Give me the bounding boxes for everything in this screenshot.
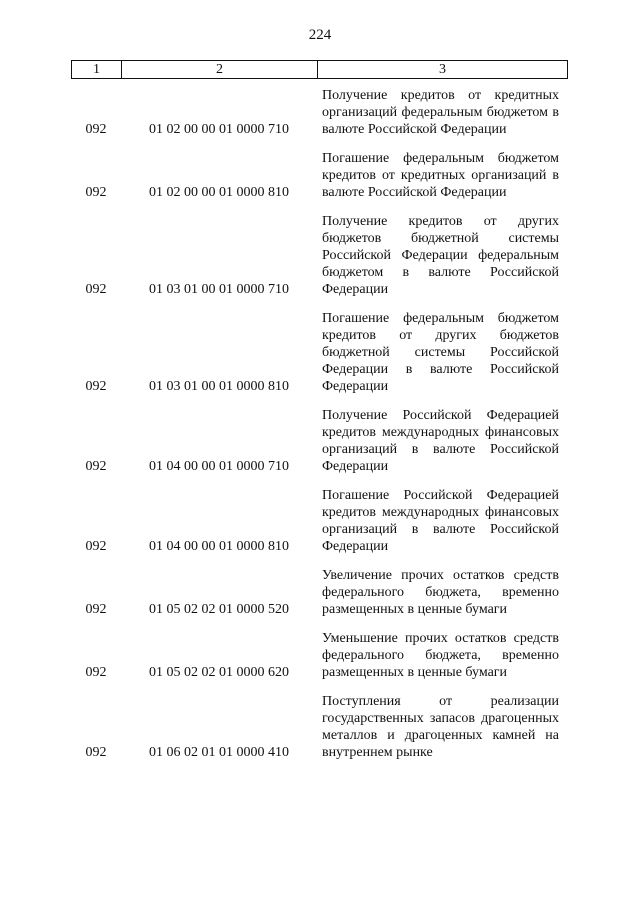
table-row [71, 213, 568, 298]
budget-code: 01 05 02 02 01 0000 620 [149, 665, 289, 680]
budget-code: 01 06 02 01 01 0000 410 [149, 745, 289, 760]
description: Погашение Российской Федерацией кредитов международных финансовых организаций в валюте Российской Федерации [322, 488, 559, 554]
admin-code: 092 [85, 122, 107, 137]
table-body [71, 87, 568, 773]
header-col-3: 3 [439, 62, 446, 77]
table-row [71, 150, 568, 201]
table-header [71, 60, 568, 79]
admin-code: 092 [85, 282, 107, 297]
table-row [71, 693, 568, 761]
admin-code: 092 [85, 602, 107, 617]
budget-code: 01 04 00 00 01 0000 710 [149, 459, 289, 474]
admin-code: 092 [85, 185, 107, 200]
admin-code: 092 [85, 745, 107, 760]
description: Поступления от реализации государственных запасов драгоценных металлов и драгоценных камней на внутреннем рынке [322, 694, 559, 760]
budget-code: 01 02 00 00 01 0000 710 [149, 122, 289, 137]
table-row [71, 310, 568, 395]
description: Погашение федеральным бюджетом кредитов от кредитных организаций в валюте Российской Федерации [322, 151, 559, 200]
description: Уменьшение прочих остатков средств федерального бюджета, временно размещенных в ценные бумаги [322, 631, 559, 680]
budget-code: 01 03 01 00 01 0000 810 [149, 379, 289, 394]
budget-code: 01 02 00 00 01 0000 810 [149, 185, 289, 200]
budget-code: 01 05 02 02 01 0000 520 [149, 602, 289, 617]
admin-code: 092 [85, 459, 107, 474]
table-row [71, 487, 568, 555]
page-number: 224 [308, 27, 332, 43]
admin-code: 092 [85, 665, 107, 680]
table-row [71, 87, 568, 138]
budget-code: 01 04 00 00 01 0000 810 [149, 539, 289, 554]
admin-code: 092 [85, 379, 107, 394]
table-row [71, 567, 568, 618]
description: Погашение федеральным бюджетом кредитов от других бюджетов бюджетной системы Российской Федерации в валюте Российской Федерации [322, 311, 559, 394]
description: Получение кредитов от кредитных организаций федеральным бюджетом в валюте Российской Федерации [322, 88, 559, 137]
table-row [71, 630, 568, 681]
header-col-2: 2 [122, 61, 318, 78]
description: Увеличение прочих остатков средств федерального бюджета, временно размещенных в ценные бумаги [322, 568, 559, 617]
description: Получение кредитов от других бюджетов бюджетной системы Российской Федерации федеральным бюджетом в валюте Российской Федерации [322, 214, 559, 297]
table-row [71, 407, 568, 475]
admin-code: 092 [85, 539, 107, 554]
budget-code: 01 03 01 00 01 0000 710 [149, 282, 289, 297]
header-col-1: 1 [72, 61, 122, 78]
description: Получение Российской Федерацией кредитов международных финансовых организаций в валюте Российской Федерации [322, 408, 559, 474]
